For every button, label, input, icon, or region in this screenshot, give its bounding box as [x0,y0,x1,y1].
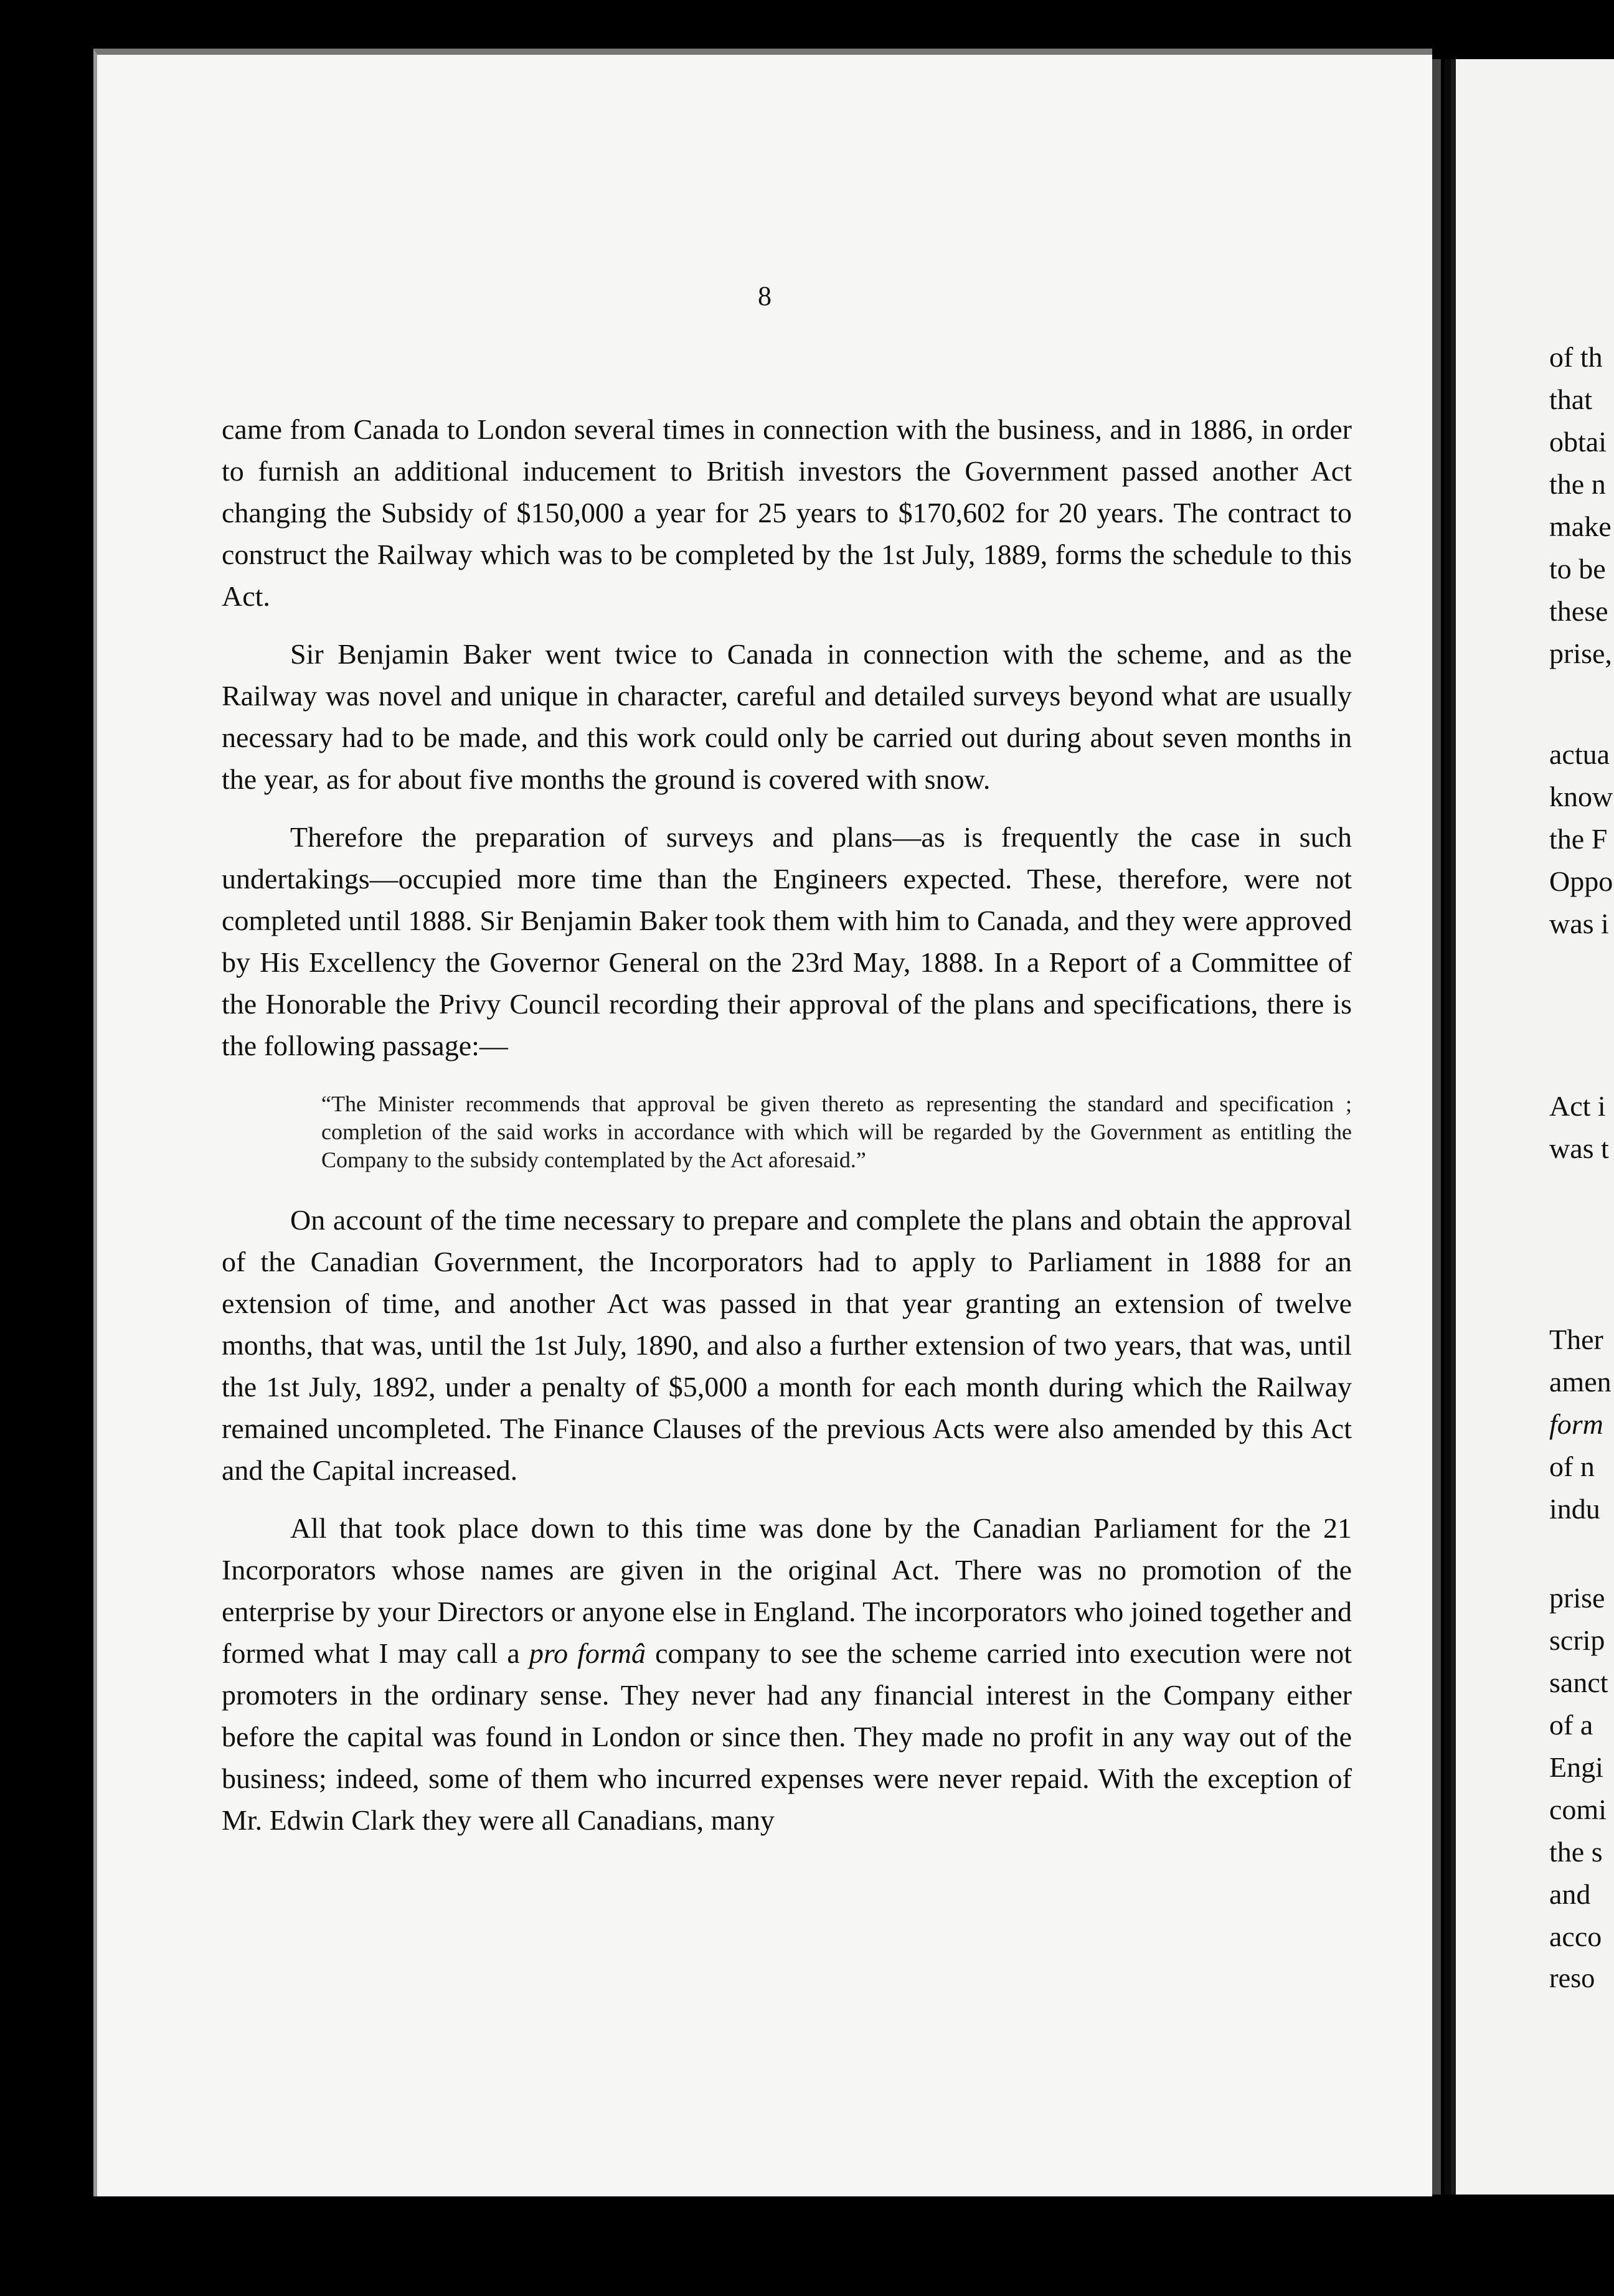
page-number: 8 [758,281,772,311]
block-quote: “The Minister recommends that approval be given thereto as representing the standard and specification ; completion of the said works in accordance with which will be regarded by the Government as entitling the Company to the subsidy contemplated by the Act aforesaid.” [321,1091,1352,1172]
adjacent-line: Act i [1549,1090,1606,1122]
adjacent-line: Engi [1549,1751,1603,1783]
adjacent-line: make [1549,510,1612,542]
paragraph-1: came from Canada to London several times in connection with the business, and in 1886, in order to furnish an additional inducement to British investors the Government passed another Act changing the Subsidy of $150,000 a year for 25 years to $170,602 for 20 years. The contract to construct the Railway which was to be completed by the 1st July, 1889, forms the schedule to this Act. [222,413,1352,612]
paragraph-3: Therefore the preparation of surveys and plans—as is frequently the case in such undertakings—occupied more time than the Engineers expected. These, therefore, were not completed until 1888. Sir Benjamin Baker took them with him to Canada, and they were approved by His Excellency the Governor General on the 23rd May, 1888. In a Report of a Committee of the Honorable the Privy Council recording their approval of the plans and specifications, there is the following passage:— [222,821,1352,1061]
adjacent-line: Oppo [1549,865,1613,897]
adjacent-line: to be [1549,553,1606,585]
adjacent-line: acco [1549,1921,1602,1952]
adjacent-line: amen [1549,1366,1612,1398]
adjacent-line: indu [1549,1493,1600,1525]
body-text [222,408,1352,1841]
adjacent-line: of th [1549,341,1603,373]
adjacent-line: the n [1549,468,1606,500]
paragraph-5-text-a: All that took place down to this time was done by the Canadian Parliament for the 21 Incorporators whose names are given in the original Act. There was no promotion of the enterprise by your Directors or anyone else in England. The incorporators who joined together and formed what I may call a [222,1512,1352,1669]
adjacent-line: Ther [1549,1324,1603,1355]
adjacent-line: and [1549,1878,1591,1910]
paragraph-4: On account of the time necessary to prepare and complete the plans and obtain the approval of the Canadian Government, the Incorporators had to apply to Parliament in 1888 for an extension of time, and another Act was passed in that year granting an extension of twelve months, that was, until the 1st July, 1890, and also a further extension of two years, that was, until the 1st July, 1892, under a penalty of $5,000 a month for each month during which the Railway remained uncompleted. The Finance Clauses of the previous Acts were also amended by this Act and the Capital increased. [222,1204,1352,1486]
adjacent-line: know [1549,781,1613,812]
adjacent-line: of a [1549,1709,1593,1741]
adjacent-line: that [1549,383,1592,415]
adjacent-line: of n [1549,1451,1595,1482]
adjacent-line: the s [1549,1836,1603,1868]
adjacent-line: scrip [1549,1624,1605,1656]
adjacent-line: form [1549,1408,1603,1440]
adjacent-line: the F [1549,823,1608,855]
adjacent-line: obtai [1549,426,1607,458]
pro-forma-italic: pro formâ [529,1637,646,1669]
paragraph-5 [222,1507,1352,1841]
adjacent-line: prise [1549,1582,1605,1614]
paragraph-2: Sir Benjamin Baker went twice to Canada in connection with the scheme, and as the Railway was novel and unique in character, careful and detailed surveys beyond what are usually necessary had to be made, and this work could only be carried out during about seven months in the year, as for about five months the ground is covered with snow. [222,638,1352,795]
paragraph-5-text-b: company to see the scheme carried into execution were not promoters in the ordinary sense. They never had any financial interest in the Company either before the capital was found in London or since then. They made no profit in any way out of the business; indeed, some of them who incurred expenses were never repaid. With the exception of Mr. Edwin Clark they were all Canadians, many [222,1637,1352,1836]
adjacent-line: sanct [1549,1667,1608,1698]
adjacent-line: was t [1549,1132,1609,1164]
adjacent-line: was i [1549,908,1609,939]
document-page [93,49,1432,2196]
page-edge-shadow [1432,59,1441,2195]
adjacent-line: comi [1549,1794,1607,1825]
adjacent-line: prise, [1549,638,1612,669]
adjacent-page [1451,59,1614,2195]
adjacent-line: actua [1549,738,1610,770]
adjacent-line: reso [1549,1963,1595,1993]
adjacent-line: these [1549,595,1608,627]
